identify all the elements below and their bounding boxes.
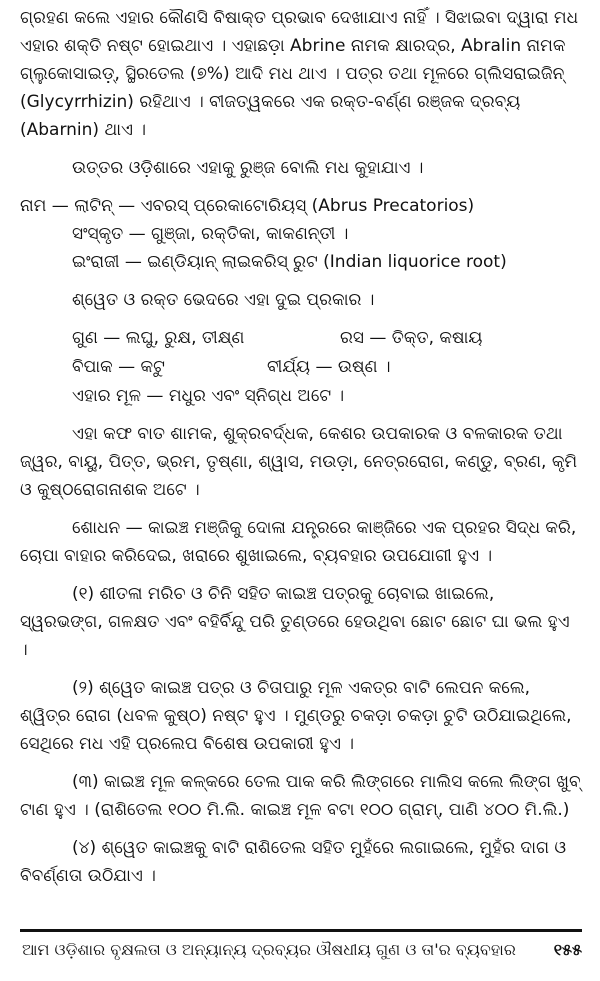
page-number: ୧୫୫ (553, 940, 582, 959)
properties-block (20, 324, 582, 410)
usage-item-2: (୨) ଶ୍ୱେତ କାଇଞ୍ଚ ପତ୍ର ଓ ଚିତାପାରୁ ମୂଳ ଏକତ୍ର ବାଟି ଲେପନ କଲେ, ଶ୍ୱିତ୍ର ରୋଗ (ଧବଳ କୁଷ୍ଠ) ନଷ୍ଟ ହୁଏ । ମୁଣ୍ଡରୁ ଚକଡ଼ା ଚକଡ଼ା ଚୁଟି ଉଠିଯାଇଥିଲେ, ସେଥିରେ ମଧ ଏହି ପ୍ରଲେପ ବିଶେଷ ଉପକାରୀ ହୁଏ । (20, 678, 572, 754)
paragraph-purification: ଶୋଧନ — କାଇଞ୍ଚ ମଞ୍ଜିକୁ ଦୋଳା ଯନ୍ତ୍ରରେ କାଞ୍ଜିରେ ଏକ ପ୍ରହର ସିଦ୍ଧ କରି, ଚୋପା ବାହାର କରିଦେଇ, ଖରାରେ ଶୁଖାଇଲେ, ବ୍ୟବହାର ଉପଯୋଗୀ ହୁଏ । (20, 518, 577, 566)
running-title: ଆମ ଓଡ଼ିଶାର ବୃକ୍ଷଲତା ଓ ଅନ୍ୟାନ୍ୟ ଦ୍ରବ୍ୟର ଔଷଧୀୟ ଗୁଣ ଓ ତା'ର ବ୍ୟବହାର (22, 940, 516, 959)
property-guna: ଗୁଣ — ଲଘୁ, ରୁକ୍ଷ, ତୀକ୍ଷ୍ଣ (72, 328, 245, 348)
property-row (20, 324, 582, 353)
paragraph-regional-name: ଉତ୍ତର ଓଡ଼ିଶାରେ ଏହାକୁ ରୁଞ୍ଜ ବୋଲି ମଧ କୁହାଯାଏ । (72, 158, 424, 178)
usage-item-1: (୧) ଶୀତଳା ମରିଚ ଓ ଚିନି ସହିତ କାଇଞ୍ଚ ପତ୍ରକୁ ଚୋବାଇ ଖାଇଲେ, ସ୍ୱରଭଙ୍ଗ, ଗଳକ୍ଷତ ଏବଂ ବହିର୍ବିନ୍ଦୁ ପରି ତୁଣ୍ଡରେ ହେଉଥିବା ଛୋଟ ଛୋଟ ଘା ଭଲ ହୁଏ । (20, 584, 570, 660)
usage-item-4: (୪) ଶ୍ୱେତ କାଇଞ୍ଚକୁ ବାଟି ରାଶିତେଲ ସହିତ ମୁହଁରେ ଲଗାଇଲେ, ମୁହଁର ଦାଗ ଓ ବିବର୍ଣ୍ଣତା ଉଠିଯାଏ । (20, 838, 567, 886)
paragraph-toxicity: ଗ୍ରହଣ କଲେ ଏହାର କୌଣସି ବିଷାକ୍ତ ପ୍ରଭାବ ଦେଖାଯାଏ ନାହିଁ । ସିଝାଇବା ଦ୍ୱାରା ମଧ ଏହାର ଶକ୍ତି ନଷ୍ଟ ହୋଇଥାଏ । ଏହାଛଡ଼ା Abrine ନାମକ କ୍ଷାରଦ୍ର, Abralin ନାମକ ଗ୍ଲୁକୋସାଇଡ଼୍, ସ୍ଥିରତେଲ (୭%) ଆଦି ମଧ ଥାଏ । ପତ୍ର ତଥା ମୂଳରେ ଗ୍ଲିସରାଇଜିନ୍ (Glycyrrhizin) ରହିଥାଏ । ବୀଜତ୍ୱକରେ ଏକ ରକ୍ତ-ବର୍ଣ୍ଣ ରଞ୍ଜକ ଦ୍ରବ୍ୟ (Abarnin) ଥାଏ । (20, 8, 579, 140)
page-footer (22, 938, 582, 962)
name-english: ଇଂରାଜୀ — ଇଣ୍ଡିୟାନ୍ ଲାଇକରିସ୍ ରୁଟ (Indian liquorice root) (72, 252, 507, 272)
usage-item-3: (୩) କାଇଞ୍ଚ ମୂଳ କଳ୍କରେ ତେଲ ପାକ କରି ଲିଙ୍ଗରେ ମାଲିସ କଲେ ଲିଙ୍ଗ ଖୁବ୍ ଟାଣ ହୁଏ । (ରାଶିତେଲ ୧୦୦ ମି.ଲି. କାଇଞ୍ଚ ମୂଳ ବଟା ୧୦୦ ଗ୍ରାମ୍, ପାଣି ୪୦୦ ମି.ଲି.) (20, 772, 581, 820)
name-sanskrit: ସଂସ୍କୃତ — ଗୁଞ୍ଜା, ରକ୍ତିକା, କାକଣନ୍ତୀ । (72, 224, 349, 244)
names-block (20, 192, 582, 276)
paragraph-types: ଶ୍ୱେତ ଓ ରକ୍ତ ଭେଦରେ ଏହା ଦୁଇ ପ୍ରକାର । (72, 290, 375, 310)
paragraph-benefits: ଏହା କଫ ବାତ ଶାମକ, ଶୁକ୍ରବର୍ଦ୍ଧକ, କେଶର ଉପକାରକ ଓ ବଳକାରକ ତଥା ଜ୍ୱର, ବାୟୁ, ପିତ୍ତ, ଭ୍ରମ, ତୃଷ୍ଣା, ଶ୍ୱାସ, ମଉଡ଼ା, ନେତ୍ରରୋଗ, କଣ୍ଡୁ, ବ୍ରଣ, କୃମି ଓ କୁଷ୍ଠରୋଗନାଶକ ଅଟେ । (20, 424, 578, 500)
property-rasa: ରସ — ତିକ୍ତ, କଷାୟ (340, 328, 483, 348)
property-row (20, 353, 582, 382)
name-latin: ନାମ — ଲାଟିନ୍ — ଏବରସ୍ ପ୍ରେକାଟୋରିୟସ୍ (Abrus Precatorios) (20, 196, 475, 216)
footer-divider (20, 929, 582, 932)
property-mula: ଏହାର ମୂଳ — ମଧୁର ଏବଂ ସ୍ନିଗ୍ଧ ଅଟେ । (72, 386, 345, 406)
property-virya: ବୀର୍ଯ୍ୟ — ଉଷ୍ଣ । (267, 357, 391, 377)
property-vipaka: ବିପାକ — କଟୁ (72, 357, 165, 377)
